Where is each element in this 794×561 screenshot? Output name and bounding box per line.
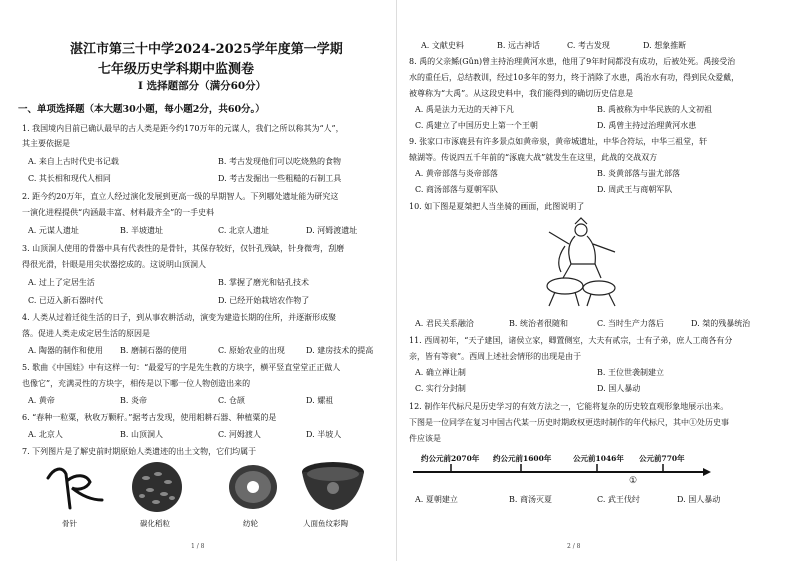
q3-option-b[interactable]: B. 掌握了磨光和钻孔技术 (218, 278, 309, 287)
q6-stem-line1: 6. “春种一粒粟，秋收万颗籽。”据考古发现，使用耜耕石器、种植粟的是 (22, 413, 277, 422)
q10-option-b[interactable]: B. 统治者很随和 (509, 319, 568, 328)
q2-option-a[interactable]: A. 元谋人遗址 (28, 226, 79, 235)
q2-option-b[interactable]: B. 半坡遗址 (120, 226, 163, 235)
timeline-mark-1: ① (629, 476, 638, 486)
q2-stem-line2: 一演化进程提供“内涵最丰富、材料最齐全”的一手史料 (22, 208, 215, 217)
bone-needle-image (40, 460, 110, 512)
q12-option-d[interactable]: D. 国人暴动 (677, 495, 721, 504)
q11-option-c[interactable]: C. 实行分封制 (415, 384, 466, 393)
q6-option-a[interactable]: A. 北京人 (28, 430, 63, 439)
timeline-label-3: 公元前1046年 (573, 454, 624, 463)
q7-option-b[interactable]: B. 远古神话 (497, 41, 540, 50)
painted-pottery-basin-image (300, 458, 366, 514)
q3-stem-line2: 得很光滑，针眼是用尖状器挖成的。这说明山顶洞人 (22, 260, 206, 269)
q6-option-b[interactable]: B. 山顶洞人 (120, 430, 163, 439)
q7-caption-1: 骨针 (62, 519, 77, 528)
q8-stem-line3: 被尊称为“大禹”。从这段史料中，我们能得到的确切历史信息是 (409, 89, 634, 98)
q5-stem-line1: 5. 歌曲《中国娃》中有这样一句：“最爱写的字是先生教的方块字，横平竖直堂堂正正做人 (22, 363, 341, 372)
q9-option-d[interactable]: D. 周武王与商朝军队 (597, 185, 673, 194)
part-heading: 一、单项选择题（本大题30小题，每小题2分，共60分。） (18, 104, 265, 115)
q12-stem-line3: 件应该是 (409, 434, 441, 443)
q10-option-a[interactable]: A. 君民关系融洽 (415, 319, 474, 328)
timeline-label-4: 公元前770年 (639, 454, 685, 463)
q9-stem-line2: 辕湖等。传说四五千年前的“涿鹿大战”就发生在这里，此战的交战双方 (409, 153, 658, 162)
q4-option-a[interactable]: A. 陶器的制作和使用 (28, 346, 103, 355)
q8-stem-line2: 水的重任后，总结教训，经过10多年的努力，终于消除了水患，禹治水有功，得到民众爱戴， (409, 73, 740, 82)
q10-option-d[interactable]: D. 桀的残暴统治 (691, 319, 751, 328)
q4-stem-line1: 4. 人类从过着迁徙生活的日子，到从事农耕活动，演变为建造长期的住所，并逐渐形成聚 (22, 313, 337, 322)
q1-option-a[interactable]: A. 来自上古时代史书记载 (28, 157, 119, 166)
q8-stem-line1: 8. 禹的父亲鲧(Gǔn)曾主持治理黄河水患，他用了9年时间都没有成功，后被处死。禹接受治 (409, 57, 736, 66)
q7-stem-line1: 7. 下列图片是了解史前时期原始人类遗迹的出土文物，它们均属于 (22, 447, 257, 456)
q1-option-c[interactable]: C. 其长相和现代人相同 (28, 174, 111, 183)
q1-option-d[interactable]: D. 考古发掘出一些粗糙的石制工具 (218, 174, 342, 183)
q11-option-d[interactable]: D. 国人暴动 (597, 384, 641, 393)
q4-stem-line2: 落。促进人类走成定居生活的原因是 (22, 329, 150, 338)
q11-option-a[interactable]: A. 确立禅让制 (415, 368, 466, 377)
q4-option-b[interactable]: B. 磨制石器的使用 (120, 346, 187, 355)
q8-option-d[interactable]: D. 禹曾主持过治理黄河水患 (597, 121, 697, 130)
q5-option-c[interactable]: C. 仓颉 (218, 396, 245, 405)
q3-option-a[interactable]: A. 过上了定居生活 (28, 278, 95, 287)
q10-option-c[interactable]: C. 当时生产力落后 (597, 319, 664, 328)
q8-option-b[interactable]: B. 禹被称为中华民族的人文初祖 (597, 105, 712, 114)
q7-caption-2: 碳化稻粒 (140, 519, 170, 528)
timeline-label-1: 约公元前2070年 (421, 454, 480, 463)
q3-option-d[interactable]: D. 已经开始栽培农作物了 (218, 296, 310, 305)
q12-option-b[interactable]: B. 商汤灭夏 (509, 495, 552, 504)
q4-option-d[interactable]: D. 建房技术的提高 (306, 346, 374, 355)
q4-option-c[interactable]: C. 原始农业的出现 (218, 346, 285, 355)
q11-stem-line2: 亲，皆有等衰”。西周上述社会情形的出现是由于 (409, 352, 582, 361)
q6-option-c[interactable]: C. 河姆渡人 (218, 430, 261, 439)
q8-option-c[interactable]: C. 禹建立了中国历史上第一个王朝 (415, 121, 538, 130)
q9-option-a[interactable]: A. 黄帝部落与炎帝部落 (415, 169, 498, 178)
q8-option-a[interactable]: A. 禹是法力无边的天神下凡 (415, 105, 514, 114)
timeline-label-2: 约公元前1600年 (493, 454, 552, 463)
q7-option-d[interactable]: D. 想象推断 (643, 41, 687, 50)
q12-stem-line2: 下图是一位同学在复习中国古代某一历史时期政权更迭时制作的年代标尺，其中①处历史事 (409, 418, 729, 427)
q2-option-d[interactable]: D. 河姆渡遗址 (306, 226, 358, 235)
q2-stem-line1: 2. 距今约20万年，直立人经过演化发展到更高一级的早期智人。下列哪处遗址能为研究这 (22, 192, 339, 201)
q9-option-b[interactable]: B. 炎黄部落与蚩尤部落 (597, 169, 680, 178)
spinning-wheel-image (226, 462, 280, 512)
q5-option-d[interactable]: D. 嫘祖 (306, 396, 334, 405)
q11-stem-line1: 11. 西周初年，“天子建国，诸侯立家，卿置侧室，大夫有贰宗，士有子弟，庶人工商各有分 (409, 336, 733, 345)
q7-caption-4: 人面鱼纹彩陶 (303, 519, 348, 528)
q5-option-b[interactable]: B. 炎帝 (120, 396, 147, 405)
q9-option-c[interactable]: C. 商汤部落与夏朝军队 (415, 185, 498, 194)
q3-stem-line1: 3. 山顶洞人使用的骨器中具有代表性的是骨针，其保存较好，仅针孔残缺，针身微弯，刮磨 (22, 244, 345, 253)
exam-title-subject: 七年级历史学科期中监测卷 (98, 62, 255, 77)
q12-option-a[interactable]: A. 夏朝建立 (415, 495, 458, 504)
q6-option-d[interactable]: D. 半坡人 (306, 430, 342, 439)
q1-stem-line2: 其主要依据是 (22, 139, 70, 148)
exam-page-2 (397, 0, 794, 561)
q7-option-c[interactable]: C. 考古发现 (567, 41, 610, 50)
exam-title-school: 湛江市第三十中学2024-2025学年度第一学期 (70, 42, 343, 57)
carbonized-rice-image (128, 460, 186, 514)
section-heading: I 选择题部分（满分60分） (138, 80, 267, 92)
q7-caption-3: 纺轮 (243, 519, 258, 528)
page-number-1: 1 / 8 (191, 543, 205, 550)
q3-option-c[interactable]: C. 已迈入新石器时代 (28, 296, 103, 305)
q2-option-c[interactable]: C. 北京人遗址 (218, 226, 269, 235)
q1-stem-line1: 1. 我国境内目前已确认最早的古人类是距今约170万年的元谋人，我们之所以称其为“人”， (22, 124, 344, 133)
q5-option-a[interactable]: A. 黄帝 (28, 396, 55, 405)
page-number-2: 2 / 8 (567, 543, 581, 550)
q1-option-b[interactable]: B. 考古发现他们可以吃烧熟的食物 (218, 157, 341, 166)
xia-jie-riding-people-image (535, 216, 625, 310)
q5-stem-line2: 也像它”，充满灵性的方块字，相传是以下哪一位人物创造出来的 (22, 379, 251, 388)
q11-option-b[interactable]: B. 王位世袭制建立 (597, 368, 664, 377)
q9-stem-line1: 9. 张家口市涿鹿县有许多景点如黄帝泉，黄帝城遗址，中华合符坛，中华三祖堂，轩 (409, 137, 708, 146)
q7-option-a[interactable]: A. 文献史料 (421, 41, 464, 50)
q12-option-c[interactable]: C. 武王伐纣 (597, 495, 640, 504)
q10-stem-line1: 10. 如下图是夏桀把人当坐骑的画面，此图说明了 (409, 202, 585, 211)
q12-stem-line1: 12. 制作年代标尺是历史学习的有效方法之一，它能将复杂的历史较直观形象地展示出来。 (409, 402, 729, 411)
